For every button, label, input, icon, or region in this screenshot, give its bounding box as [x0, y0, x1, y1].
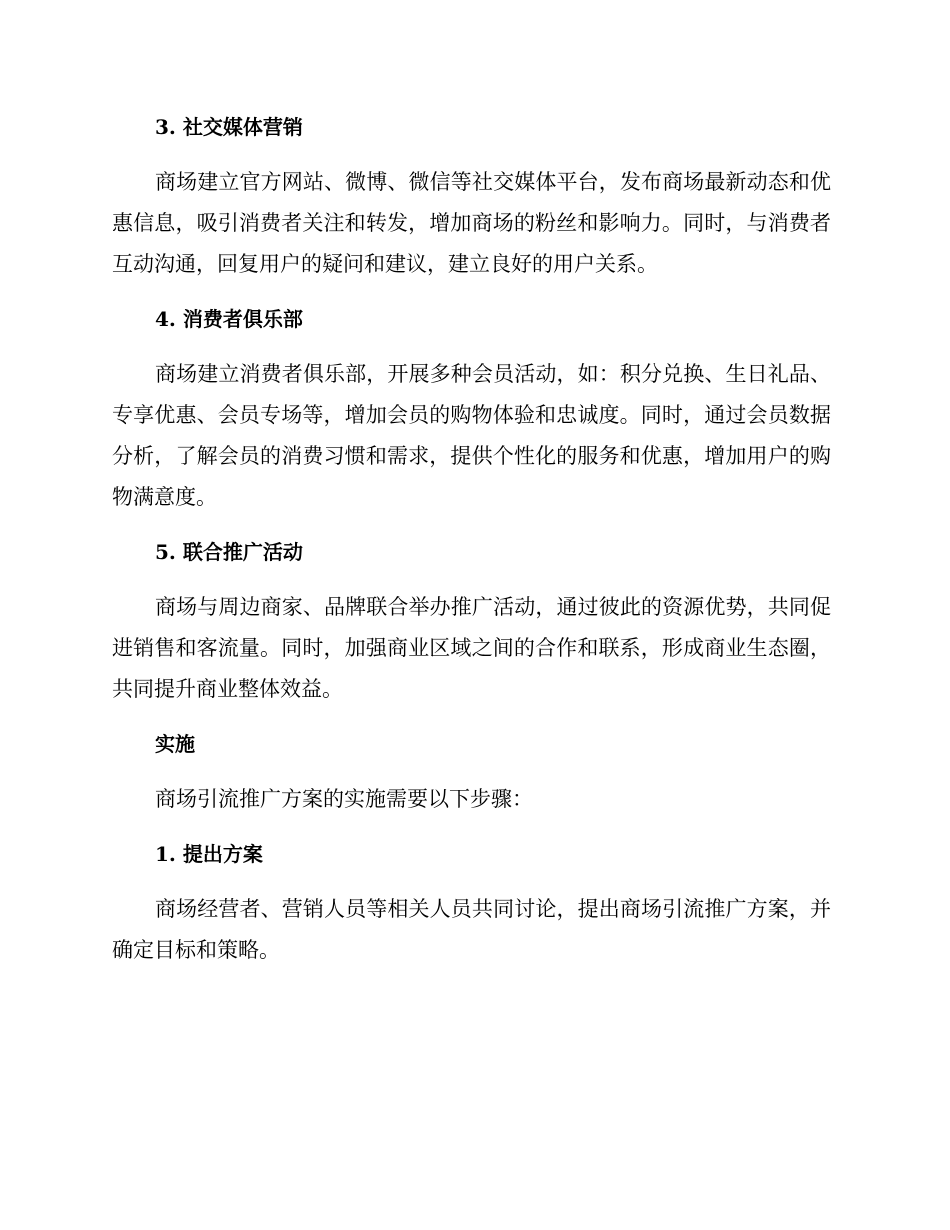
- section-heading-implementation: 实施: [155, 732, 195, 756]
- section-paragraph-social-media: 商场建立官方网站、微博、微信等社交媒体平台，发布商场最新动态和优惠信息，吸引消费者关注和转发，增加商场的粉丝和影响力。同时，与消费者互动沟通，回复用户的疑问和建议，建立良好的用户关系。: [112, 170, 831, 276]
- section-paragraph-joint-promotion: 商场与周边商家、品牌联合举办推广活动，通过彼此的资源优势，共同促进销售和客流量。同时，加强商业区域之间的合作和联系，形成商业生态圈，共同提升商业整体效益。: [112, 595, 831, 701]
- section-paragraph-implementation: 商场引流推广方案的实施需要以下步骤：: [155, 787, 533, 811]
- section-heading-propose-plan: 1. 提出方案: [155, 842, 263, 866]
- section-heading-social-media: 3. 社交媒体营销: [155, 115, 303, 139]
- section-paragraph-propose-plan: 商场经营者、营销人员等相关人员共同讨论，提出商场引流推广方案，并确定目标和策略。: [112, 897, 831, 962]
- section-heading-consumer-club: 4. 消费者俱乐部: [155, 307, 303, 331]
- section-heading-joint-promotion: 5. 联合推广活动: [155, 540, 303, 564]
- section-paragraph-consumer-club: 商场建立消费者俱乐部，开展多种会员活动，如：积分兑换、生日礼品、专享优惠、会员专场等，增加会员的购物体验和忠诚度。同时，通过会员数据分析，了解会员的消费习惯和需求，提供个性化的服务和优惠，增加用户的购物满意度。: [112, 362, 831, 509]
